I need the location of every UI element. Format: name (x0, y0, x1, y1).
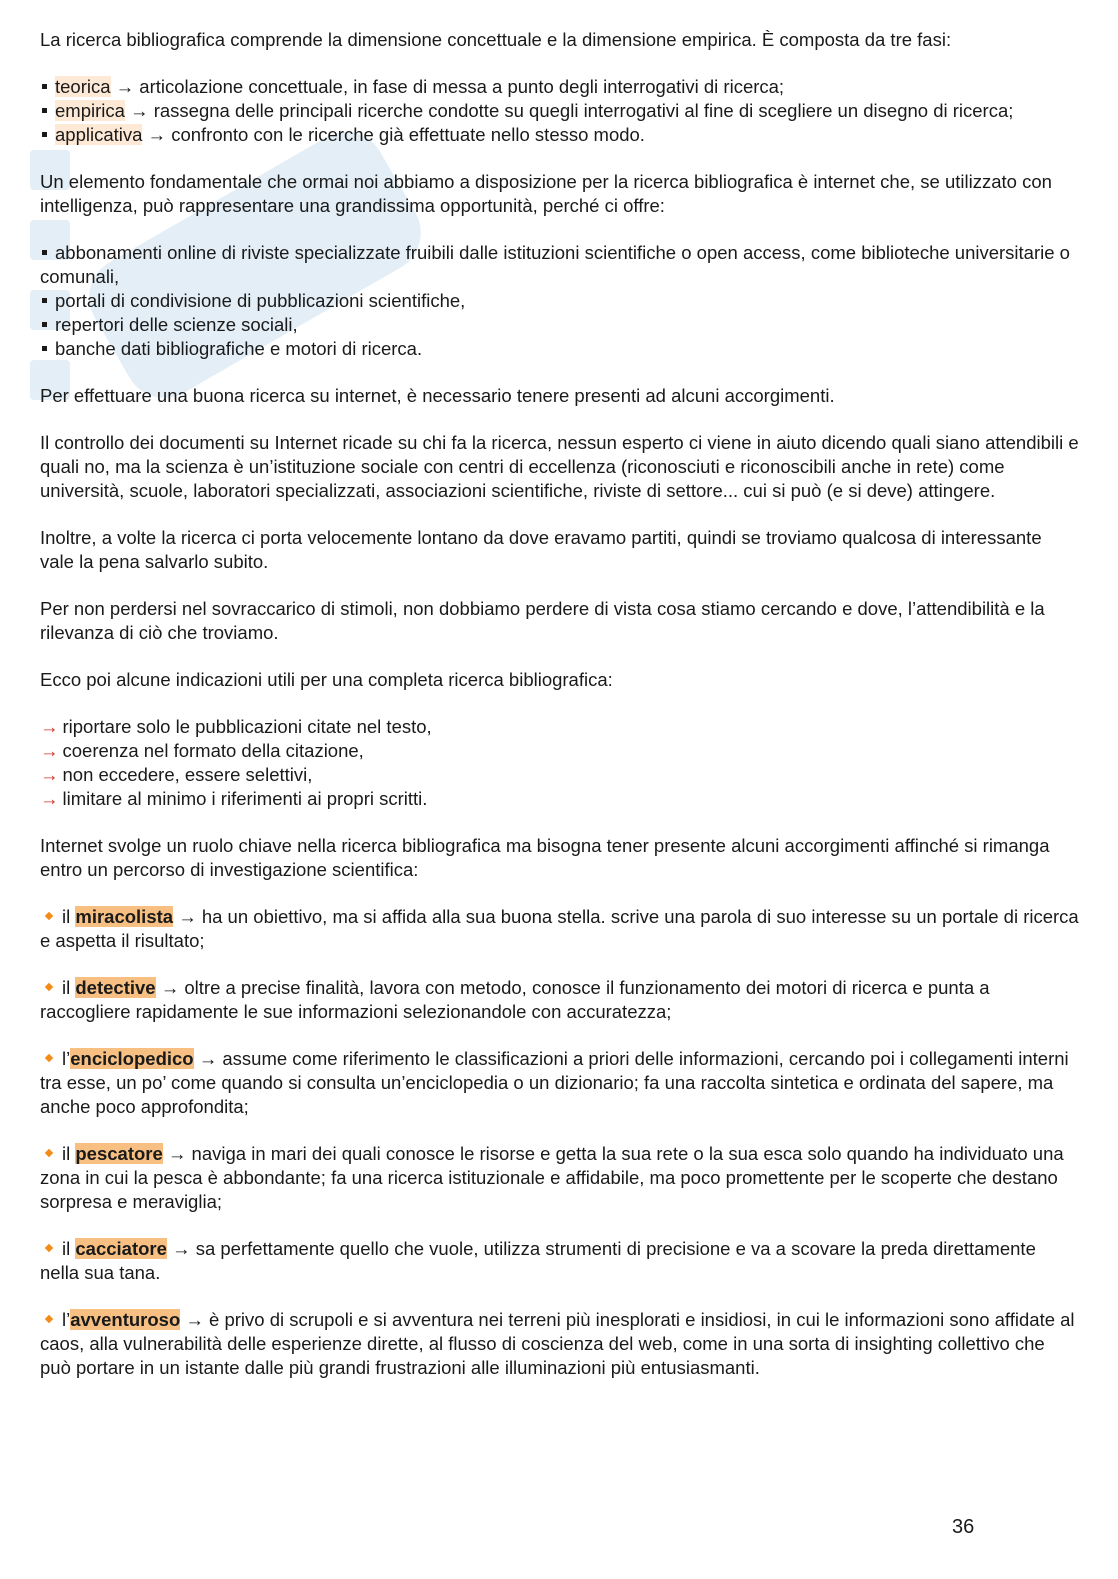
page-number: 36 (952, 1516, 975, 1538)
diamond-bullet-icon (45, 1315, 53, 1323)
paragraph: Inoltre, a volte la ricerca ci porta velocemente lontano da dove eravamo partiti, quindi se troviamo qualcosa di interessante vale la pena salvarlo subito. (40, 527, 1042, 572)
offers-list (40, 241, 1080, 361)
list-item: portali di condivisione di pubblicazioni scientifiche, (40, 289, 1080, 313)
red-arrow-icon: → (40, 764, 59, 785)
diamond-bullet-icon (45, 1244, 53, 1252)
profile-item: l’enciclopedico → assume come riferimento le classificazioni a priori delle informazioni, cercando poi i collegamenti interni tra esse, un po’ come quando si consulta un’enciclopedia o un dizionario; fa una raccolta sintetica e ordinata del sapere, ma anche poco approfondita; (40, 1048, 1069, 1117)
phase-term: empirica (55, 100, 125, 121)
intro-paragraph: La ricerca bibliografica comprende la dimensione concettuale e la dimensione empirica. È composta da tre fasi: (40, 29, 952, 50)
list-item: → riportare solo le pubblicazioni citate nel testo, (40, 716, 432, 737)
square-bullet-icon (42, 346, 47, 351)
profile-item: il cacciatore → sa perfettamente quello che vuole, utilizza strumenti di precisione e va a scovare la preda direttamente nella sua tana. (40, 1238, 1036, 1283)
square-bullet-icon (42, 322, 47, 327)
tips-list (40, 715, 1080, 811)
profile-term: pescatore (75, 1143, 163, 1164)
list-item: empirica → rassegna delle principali ricerche condotte su quegli interrogativi al fine di scegliere un disegno di ricerca; (40, 99, 1080, 123)
profile-item: l’avventuroso → è privo di scrupoli e si avventura nei terreni più inesplorati e insidiosi, in cui le informazioni sono affidate al caos, alla vulnerabilità delle esperienze dirette, al flusso di coscienza del web, come in una sorta di insighting collettivo che può portare in un istante dalle più grandi frustrazioni alle illuminazioni più entusiasmanti. (40, 1309, 1075, 1378)
paragraph: Il controllo dei documenti su Internet ricade su chi fa la ricerca, nessun esperto ci viene in aiuto dicendo quali siano attendibili e quali no, ma la scienza è un’istituzione sociale con centri di eccellenza (riconosciuti e riconoscibili anche in rete) come università, scuole, laboratori specializzati, associazioni scientifiche, riviste di settore... cui si può (e si deve) attingere. (40, 432, 1079, 501)
internet-paragraph: Un elemento fondamentale che ormai noi abbiamo a disposizione per la ricerca bibliografica è internet che, se utilizzato con intelligenza, può rappresentare una grandissima opportunità, perché ci offre: (40, 171, 1052, 216)
profile-item: il miracolista → ha un obiettivo, ma si affida alla sua buona stella. scrive una parola di suo interesse su un portale di ricerca e aspetta il risultato; (40, 906, 1079, 951)
list-item: teorica → articolazione concettuale, in fase di messa a punto degli interrogativi di ricerca; (40, 75, 1080, 99)
list-item: → non eccedere, essere selettivi, (40, 764, 313, 785)
paragraph: Ecco poi alcune indicazioni utili per una completa ricerca bibliografica: (40, 669, 613, 690)
profiles-intro: Internet svolge un ruolo chiave nella ricerca bibliografica ma bisogna tener presente alcuni accorgimenti affinché si rimanga entro un percorso di investigazione scientifica: (40, 835, 1050, 880)
list-item: banche dati bibliografiche e motori di ricerca. (40, 337, 1080, 361)
red-arrow-icon: → (40, 788, 59, 809)
phase-term: teorica (55, 76, 111, 97)
phase-term: applicativa (55, 124, 143, 145)
paragraph: Per effettuare una buona ricerca su internet, è necessario tenere presenti ad alcuni accorgimenti. (40, 385, 835, 406)
diamond-bullet-icon (45, 1149, 53, 1157)
profile-term: avventuroso (70, 1309, 181, 1330)
list-item: → coerenza nel formato della citazione, (40, 740, 364, 761)
list-item: → limitare al minimo i riferimenti ai propri scritti. (40, 788, 428, 809)
profile-item: il detective → oltre a precise finalità, lavora con metodo, conosce il funzionamento dei motori di ricerca e punta a raccogliere rapidamente le sue informazioni selezionandole con accuratezza; (40, 977, 990, 1022)
profile-term: enciclopedico (70, 1048, 194, 1069)
diamond-bullet-icon (45, 912, 53, 920)
list-item: repertori delle scienze sociali, (40, 313, 1080, 337)
square-bullet-icon (42, 108, 47, 113)
paragraph: Per non perdersi nel sovraccarico di stimoli, non dobbiamo perdere di vista cosa stiamo cercando e dove, l’attendibilità e la rilevanza di ciò che troviamo. (40, 598, 1045, 643)
red-arrow-icon: → (40, 740, 59, 761)
square-bullet-icon (42, 84, 47, 89)
text-body (40, 28, 1080, 1403)
square-bullet-icon (42, 250, 47, 255)
diamond-bullet-icon (45, 1054, 53, 1062)
list-item: abbonamenti online di riviste specializzate fruibili dalle istituzioni scientifiche o open access, come biblioteche universitarie o comunali, (40, 242, 1070, 287)
square-bullet-icon (42, 132, 47, 137)
profile-term: miracolista (75, 906, 174, 927)
profile-term: cacciatore (75, 1238, 167, 1259)
red-arrow-icon: → (40, 716, 59, 737)
profile-term: detective (75, 977, 156, 998)
profile-item: il pescatore → naviga in mari dei quali conosce le risorse e getta la sua rete o la sua esca solo quando ha individuato una zona in cui la pesca è abbondante; fa una ricerca istituzionale e affidabile, ma poco promettente per le scoperte che destano sorpresa e meraviglia; (40, 1143, 1064, 1212)
diamond-bullet-icon (45, 983, 53, 991)
phases-list (40, 75, 1080, 147)
list-item: applicativa → confronto con le ricerche già effettuate nello stesso modo. (40, 123, 1080, 147)
square-bullet-icon (42, 298, 47, 303)
